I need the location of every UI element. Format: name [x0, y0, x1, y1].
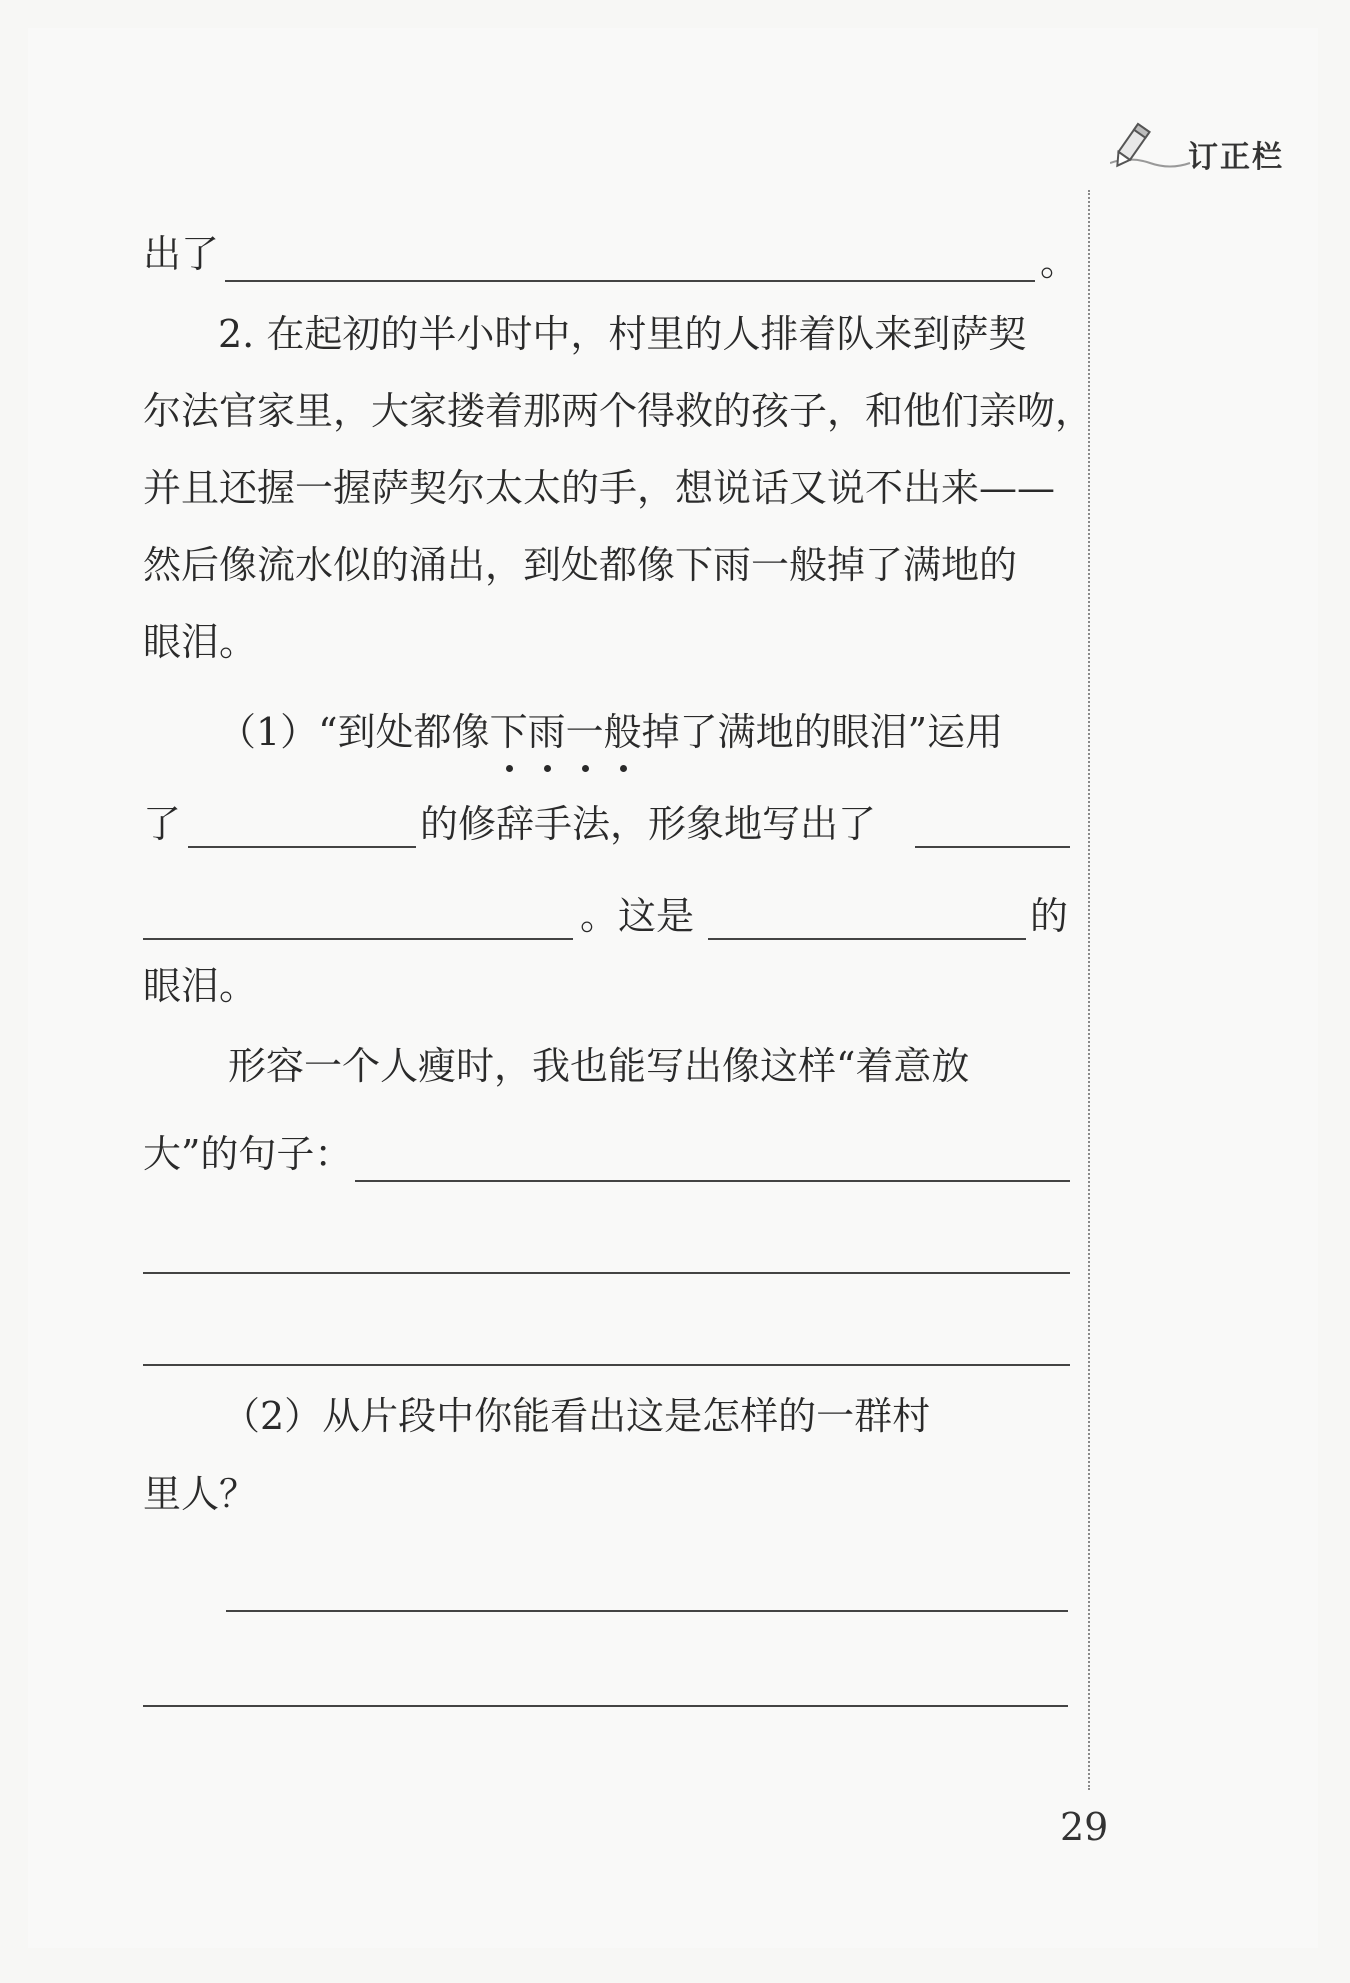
describe-blank-1[interactable]	[915, 846, 1070, 848]
answer-line-continuation	[143, 228, 1073, 280]
extension-prompt-1: 形容一个人瘦时，我也能写出像这样“着意放	[228, 1044, 970, 1088]
subquestion-1-prompt	[218, 706, 1148, 758]
subquestion-1-line-2-b: 的修辞手法，形象地写出了	[420, 802, 877, 846]
rhetoric-blank[interactable]	[188, 846, 416, 848]
subquestion-2-answer-line-2[interactable]	[143, 1705, 1068, 1707]
emphasis-char: 一	[566, 706, 604, 758]
passage-line-4: 然后像流水似的涌出，到处都像下雨一般掉了满地的	[143, 543, 1018, 587]
subquestion-2-line-1: （2）从片段中你能看出这是怎样的一群村	[222, 1394, 931, 1438]
extension-answer-line-3[interactable]	[143, 1364, 1070, 1366]
tear-type-blank[interactable]	[708, 938, 1026, 940]
subquestion-1-line-3-a: 。这是	[580, 894, 695, 938]
page-number: 29	[1060, 1805, 1109, 1849]
subquestion-1-text-a: （1）“到处都像	[218, 710, 490, 754]
passage-line-1: 2. 在起初的半小时中，村里的人排着队来到萨契	[218, 312, 1027, 356]
subquestion-1-line-4: 眼泪。	[143, 964, 258, 1008]
passage-line-3: 并且还握一握萨契尔太太的手，想说话又说不出来——	[143, 466, 1056, 510]
continuation-prefix: 出了	[143, 232, 220, 276]
subquestion-1-line-2-a: 了	[143, 802, 182, 846]
correction-column-title: 订正栏	[1188, 140, 1284, 175]
passage-line-5: 眼泪。	[143, 620, 258, 664]
subquestion-1-text-b: 掉了满地的眼泪”运用	[641, 710, 1004, 754]
subquestion-2-line-2: 里人？	[143, 1472, 258, 1516]
emphasis-char: 般	[604, 706, 642, 758]
emphasis-char: 下	[490, 706, 528, 758]
correction-column-header	[1110, 118, 1310, 178]
subquestion-1-line-3-b: 的	[1030, 894, 1069, 938]
extension-prompt-2: 大”的句子：	[143, 1132, 353, 1176]
extension-answer-line-1[interactable]	[355, 1180, 1070, 1182]
passage-line-2: 尔法官家里，大家搂着那两个得救的孩子，和他们亲吻，	[143, 389, 1094, 433]
answer-blank-line[interactable]	[225, 280, 1035, 282]
subquestion-2-answer-line-1[interactable]	[226, 1610, 1068, 1612]
extension-answer-line-2[interactable]	[143, 1272, 1070, 1274]
emphasis-char: 雨	[528, 706, 566, 758]
continuation-suffix: 。	[1040, 240, 1079, 284]
describe-blank-2[interactable]	[143, 938, 573, 940]
